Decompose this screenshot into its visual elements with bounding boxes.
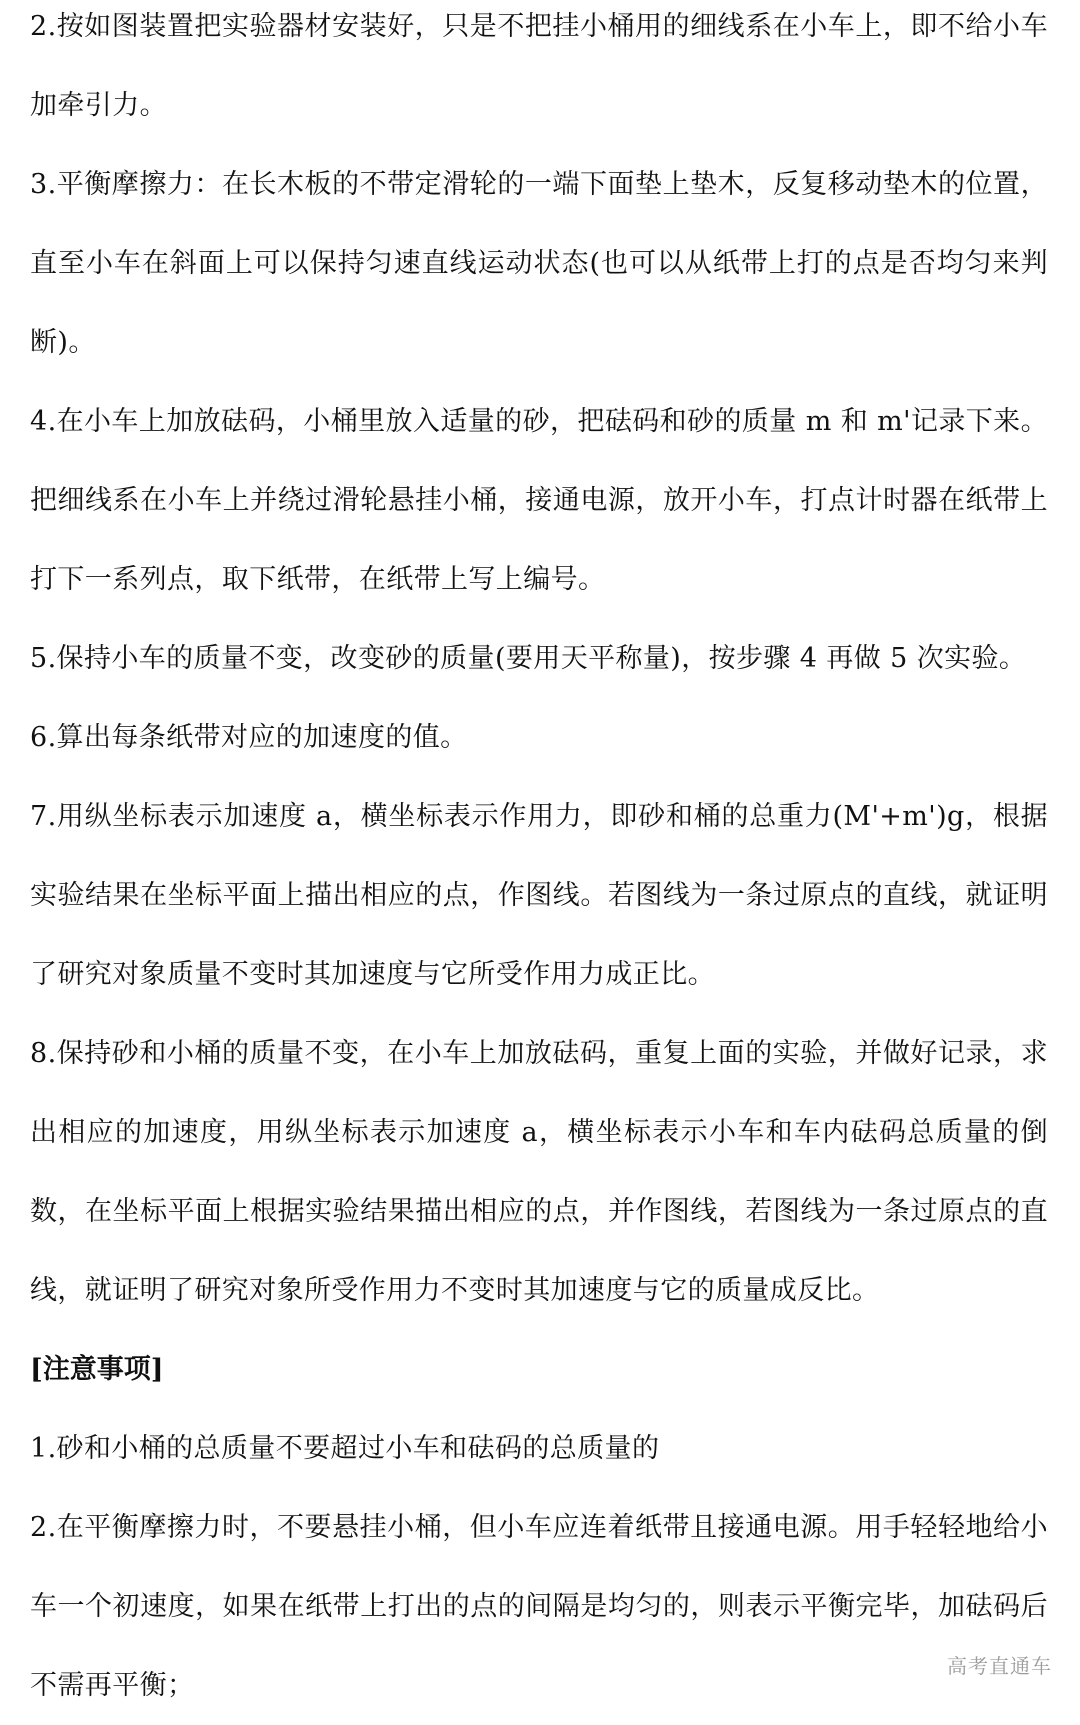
- step-8-paragraph: 8.保持砂和小桶的质量不变，在小车上加放砝码，重复上面的实验，并做好记录，求出相应的加速度，用纵坐标表示加速度 a，横坐标表示小车和车内砝码总质量的倒数，在坐标平面上根据实验结果描出相应的点，并作图线，若图线为一条过原点的直线，就证明了研究对象所受作用力不变时其加速度与它的质量成反比。: [30, 1038, 1048, 1306]
- watermark-text: 高考直通车: [947, 1654, 1052, 1678]
- note-2-paragraph: 2.在平衡摩擦力时，不要悬挂小桶，但小车应连着纸带且接通电源。用手轻轻地给小车一个初速度，如果在纸带上打出的点的间隔是均匀的，则表示平衡完毕，加砝码后不需再平衡；: [30, 1512, 1048, 1701]
- step-5-paragraph: 5.保持小车的质量不变，改变砂的质量(要用天平称量)，按步骤 4 再做 5 次实验。: [30, 643, 1027, 674]
- step-3-paragraph: 3.平衡摩擦力：在长木板的不带定滑轮的一端下面垫上垫木，反复移动垫木的位置，直至小车在斜面上可以保持匀速直线运动状态(也可以从纸带上打的点是否均匀来判断)。: [30, 169, 1048, 358]
- step-7-paragraph: 7.用纵坐标表示加速度 a，横坐标表示作用力，即砂和桶的总重力(M'+m')g，根据实验结果在坐标平面上描出相应的点，作图线。若图线为一条过原点的直线，就证明了研究对象质量不变时其加速度与它所受作用力成正比。: [30, 801, 1048, 990]
- notes-heading: [注意事项]: [30, 1354, 164, 1385]
- step-6-paragraph: 6.算出每条纸带对应的加速度的值。: [30, 722, 468, 753]
- note-1-paragraph: 1.砂和小桶的总质量不要超过小车和砝码的总质量的: [30, 1433, 660, 1464]
- step-4-paragraph: 4.在小车上加放砝码，小桶里放入适量的砂，把砝码和砂的质量 m 和 m'记录下来。把细线系在小车上并绕过滑轮悬挂小桶，接通电源，放开小车，打点计时器在纸带上打下一系列点，取下纸带，在纸带上写上编号。: [30, 406, 1048, 595]
- step-2-paragraph: 2.按如图装置把实验器材安装好，只是不把挂小桶用的细线系在小车上，即不给小车加牵引力。: [30, 11, 1048, 121]
